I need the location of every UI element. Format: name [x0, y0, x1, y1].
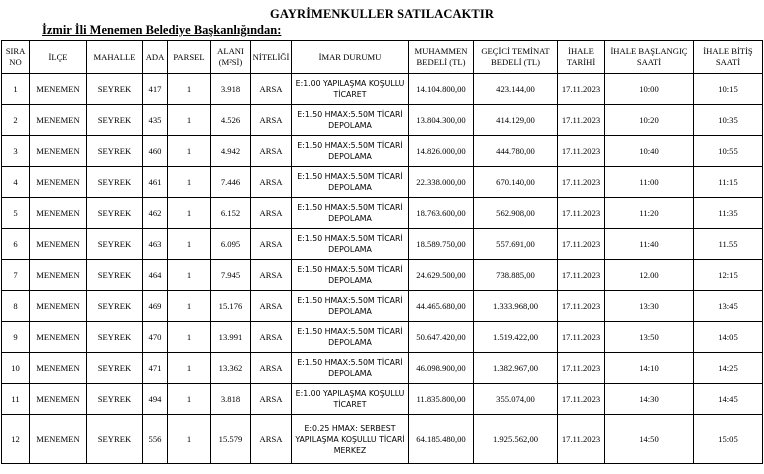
cell-muhammen: 50.647.420,00	[409, 322, 474, 353]
cell-imar: E:1.50 HMAX:5.50M TİCARİ DEPOLAMA	[292, 260, 409, 291]
cell-alan: 4.942	[211, 136, 251, 167]
cell-muhammen: 11.835.800,00	[409, 384, 474, 415]
cell-baslangic: 11:40	[605, 229, 694, 260]
cell-nitelik: ARSA	[251, 260, 292, 291]
table-row	[2, 105, 763, 136]
cell-bitis: 14:05	[694, 322, 763, 353]
header-bitis: İHALE BİTİŞ SAATİ	[694, 41, 763, 74]
cell-muhammen: 64.185.480,00	[409, 415, 474, 464]
table-row	[2, 136, 763, 167]
cell-bitis: 14:25	[694, 353, 763, 384]
cell-ilce: MENEMEN	[30, 136, 87, 167]
cell-nitelik: ARSA	[251, 229, 292, 260]
cell-ilce: MENEMEN	[30, 260, 87, 291]
cell-ilce: MENEMEN	[30, 105, 87, 136]
cell-teminat: 1.382.967,00	[474, 353, 558, 384]
cell-mahalle: SEYREK	[87, 384, 143, 415]
cell-mahalle: SEYREK	[87, 260, 143, 291]
cell-nitelik: ARSA	[251, 291, 292, 322]
cell-mahalle: SEYREK	[87, 415, 143, 464]
cell-tarih: 17.11.2023	[558, 260, 605, 291]
cell-teminat: 738.885,00	[474, 260, 558, 291]
cell-muhammen: 18.763.600,00	[409, 198, 474, 229]
cell-mahalle: SEYREK	[87, 136, 143, 167]
table-row	[2, 167, 763, 198]
cell-imar: E:1.00 YAPILAŞMA KOŞULLU TİCARET	[292, 384, 409, 415]
cell-alan: 13.991	[211, 322, 251, 353]
cell-imar: E:0.25 HMAX: SERBEST YAPILAŞMA KOŞULLU TİCARİ MERKEZ	[292, 415, 409, 464]
cell-nitelik: ARSA	[251, 322, 292, 353]
table-row	[2, 198, 763, 229]
cell-nitelik: ARSA	[251, 136, 292, 167]
property-table	[1, 40, 763, 464]
header-ada: ADA	[143, 41, 168, 74]
cell-nitelik: ARSA	[251, 167, 292, 198]
cell-muhammen: 14.826.000,00	[409, 136, 474, 167]
cell-no: 2	[2, 105, 30, 136]
cell-no: 11	[2, 384, 30, 415]
header-tarih: İHALE TARİHİ	[558, 41, 605, 74]
cell-ilce: MENEMEN	[30, 353, 87, 384]
table-row	[2, 353, 763, 384]
header-nitelik: NİTELİĞİ	[251, 41, 292, 74]
cell-no: 12	[2, 415, 30, 464]
cell-parsel: 1	[168, 136, 211, 167]
page-subtitle: İzmir İli Menemen Belediye Başkanlığından:	[42, 23, 282, 37]
header-ilce: İLÇE	[30, 41, 87, 74]
cell-ada: 469	[143, 291, 168, 322]
cell-bitis: 10:35	[694, 105, 763, 136]
cell-ada: 462	[143, 198, 168, 229]
cell-baslangic: 12.00	[605, 260, 694, 291]
cell-muhammen: 24.629.500,00	[409, 260, 474, 291]
cell-tarih: 17.11.2023	[558, 384, 605, 415]
cell-parsel: 1	[168, 229, 211, 260]
cell-alan: 13.362	[211, 353, 251, 384]
cell-no: 1	[2, 74, 30, 105]
cell-parsel: 1	[168, 105, 211, 136]
cell-no: 5	[2, 198, 30, 229]
cell-baslangic: 13:50	[605, 322, 694, 353]
cell-mahalle: SEYREK	[87, 322, 143, 353]
cell-teminat: 670.140,00	[474, 167, 558, 198]
header-muhammen: MUHAMMEN BEDELİ (TL)	[409, 41, 474, 74]
cell-imar: E:1.50 HMAX:5.50M TİCARİ DEPOLAMA	[292, 353, 409, 384]
cell-parsel: 1	[168, 198, 211, 229]
cell-imar: E:1.50 HMAX:5.50M TİCARİ DEPOLAMA	[292, 136, 409, 167]
header-imar: İMAR DURUMU	[292, 41, 409, 74]
cell-ada: 471	[143, 353, 168, 384]
table-row	[2, 229, 763, 260]
cell-no: 9	[2, 322, 30, 353]
cell-baslangic: 14:50	[605, 415, 694, 464]
table-row	[2, 260, 763, 291]
cell-baslangic: 10:00	[605, 74, 694, 105]
cell-baslangic: 10:20	[605, 105, 694, 136]
cell-teminat: 557.691,00	[474, 229, 558, 260]
cell-ilce: MENEMEN	[30, 167, 87, 198]
header-mahalle: MAHALLE	[87, 41, 143, 74]
cell-alan: 3.818	[211, 384, 251, 415]
cell-baslangic: 11:20	[605, 198, 694, 229]
cell-teminat: 562.908,00	[474, 198, 558, 229]
cell-bitis: 11:15	[694, 167, 763, 198]
cell-muhammen: 18.589.750,00	[409, 229, 474, 260]
cell-teminat: 423.144,00	[474, 74, 558, 105]
cell-imar: E:1.50 HMAX:5.50M TİCARİ DEPOLAMA	[292, 229, 409, 260]
cell-ilce: MENEMEN	[30, 198, 87, 229]
cell-mahalle: SEYREK	[87, 74, 143, 105]
cell-muhammen: 44.465.680,00	[409, 291, 474, 322]
cell-ada: 494	[143, 384, 168, 415]
cell-ilce: MENEMEN	[30, 384, 87, 415]
cell-alan: 3.918	[211, 74, 251, 105]
cell-tarih: 17.11.2023	[558, 198, 605, 229]
cell-nitelik: ARSA	[251, 105, 292, 136]
page-title: GAYRİMENKULLER SATILACAKTIR	[270, 7, 494, 21]
cell-ada: 470	[143, 322, 168, 353]
cell-tarih: 17.11.2023	[558, 105, 605, 136]
cell-teminat: 1.519.422,00	[474, 322, 558, 353]
cell-parsel: 1	[168, 260, 211, 291]
cell-alan: 4.526	[211, 105, 251, 136]
cell-tarih: 17.11.2023	[558, 322, 605, 353]
cell-ada: 556	[143, 415, 168, 464]
cell-teminat: 414.129,00	[474, 105, 558, 136]
cell-alan: 7.446	[211, 167, 251, 198]
table-row	[2, 415, 763, 464]
cell-bitis: 11.55	[694, 229, 763, 260]
cell-ada: 460	[143, 136, 168, 167]
cell-no: 4	[2, 167, 30, 198]
header-baslangic: İHALE BAŞLANGIÇ SAATİ	[605, 41, 694, 74]
cell-muhammen: 13.804.300,00	[409, 105, 474, 136]
cell-ada: 464	[143, 260, 168, 291]
cell-bitis: 10:55	[694, 136, 763, 167]
cell-nitelik: ARSA	[251, 74, 292, 105]
cell-imar: E:1.50 HMAX:5.50M TİCARİ DEPOLAMA	[292, 291, 409, 322]
cell-muhammen: 14.104.800,00	[409, 74, 474, 105]
cell-parsel: 1	[168, 167, 211, 198]
cell-muhammen: 46.098.900,00	[409, 353, 474, 384]
cell-parsel: 1	[168, 353, 211, 384]
cell-ada: 461	[143, 167, 168, 198]
cell-baslangic: 13:30	[605, 291, 694, 322]
cell-mahalle: SEYREK	[87, 353, 143, 384]
cell-bitis: 11:35	[694, 198, 763, 229]
cell-parsel: 1	[168, 74, 211, 105]
cell-mahalle: SEYREK	[87, 229, 143, 260]
cell-tarih: 17.11.2023	[558, 415, 605, 464]
table-row	[2, 384, 763, 415]
cell-parsel: 1	[168, 291, 211, 322]
cell-no: 6	[2, 229, 30, 260]
cell-mahalle: SEYREK	[87, 105, 143, 136]
cell-alan: 15.176	[211, 291, 251, 322]
cell-nitelik: ARSA	[251, 353, 292, 384]
table-row	[2, 74, 763, 105]
cell-tarih: 17.11.2023	[558, 291, 605, 322]
cell-parsel: 1	[168, 384, 211, 415]
table-row	[2, 322, 763, 353]
cell-bitis: 14:45	[694, 384, 763, 415]
cell-tarih: 17.11.2023	[558, 74, 605, 105]
cell-nitelik: ARSA	[251, 384, 292, 415]
cell-ilce: MENEMEN	[30, 229, 87, 260]
cell-alan: 6.152	[211, 198, 251, 229]
cell-no: 3	[2, 136, 30, 167]
cell-teminat: 1.333.968,00	[474, 291, 558, 322]
cell-parsel: 1	[168, 322, 211, 353]
cell-imar: E:1.50 HMAX:5.50M TİCARİ DEPOLAMA	[292, 198, 409, 229]
cell-bitis: 15:05	[694, 415, 763, 464]
cell-tarih: 17.11.2023	[558, 167, 605, 198]
cell-baslangic: 10:40	[605, 136, 694, 167]
cell-no: 8	[2, 291, 30, 322]
cell-ilce: MENEMEN	[30, 415, 87, 464]
cell-alan: 6.095	[211, 229, 251, 260]
cell-bitis: 13:45	[694, 291, 763, 322]
cell-bitis: 12:15	[694, 260, 763, 291]
cell-imar: E:1.50 HMAX:5.50M TİCARİ DEPOLAMA	[292, 105, 409, 136]
cell-no: 7	[2, 260, 30, 291]
cell-nitelik: ARSA	[251, 198, 292, 229]
cell-ada: 435	[143, 105, 168, 136]
cell-alan: 7.945	[211, 260, 251, 291]
cell-ada: 463	[143, 229, 168, 260]
cell-ilce: MENEMEN	[30, 322, 87, 353]
cell-ilce: MENEMEN	[30, 74, 87, 105]
cell-bitis: 10:15	[694, 74, 763, 105]
header-parsel: PARSEL	[168, 41, 211, 74]
cell-muhammen: 22.338.000,00	[409, 167, 474, 198]
table-header-row	[2, 41, 763, 74]
cell-baslangic: 14:10	[605, 353, 694, 384]
cell-mahalle: SEYREK	[87, 167, 143, 198]
cell-imar: E:1.00 YAPILAŞMA KOŞULLU TİCARET	[292, 74, 409, 105]
cell-tarih: 17.11.2023	[558, 353, 605, 384]
cell-tarih: 17.11.2023	[558, 229, 605, 260]
cell-teminat: 355.074,00	[474, 384, 558, 415]
cell-tarih: 17.11.2023	[558, 136, 605, 167]
cell-baslangic: 11:00	[605, 167, 694, 198]
cell-mahalle: SEYREK	[87, 198, 143, 229]
cell-imar: E:1.50 HMAX:5.50M TİCARİ DEPOLAMA	[292, 322, 409, 353]
header-teminat: GEÇİCİ TEMİNAT BEDELİ (TL)	[474, 41, 558, 74]
cell-baslangic: 14:30	[605, 384, 694, 415]
cell-imar: E:1.50 HMAX:5.50M TİCARİ DEPOLAMA	[292, 167, 409, 198]
cell-ilce: MENEMEN	[30, 291, 87, 322]
cell-mahalle: SEYREK	[87, 291, 143, 322]
cell-nitelik: ARSA	[251, 415, 292, 464]
cell-teminat: 444.780,00	[474, 136, 558, 167]
cell-no: 10	[2, 353, 30, 384]
cell-alan: 15.579	[211, 415, 251, 464]
header-sira-no: SIRA NO	[2, 41, 30, 74]
table-row	[2, 291, 763, 322]
cell-teminat: 1.925.562,00	[474, 415, 558, 464]
header-alan: ALANI (M²Sİ)	[211, 41, 251, 74]
cell-parsel: 1	[168, 415, 211, 464]
cell-ada: 417	[143, 74, 168, 105]
